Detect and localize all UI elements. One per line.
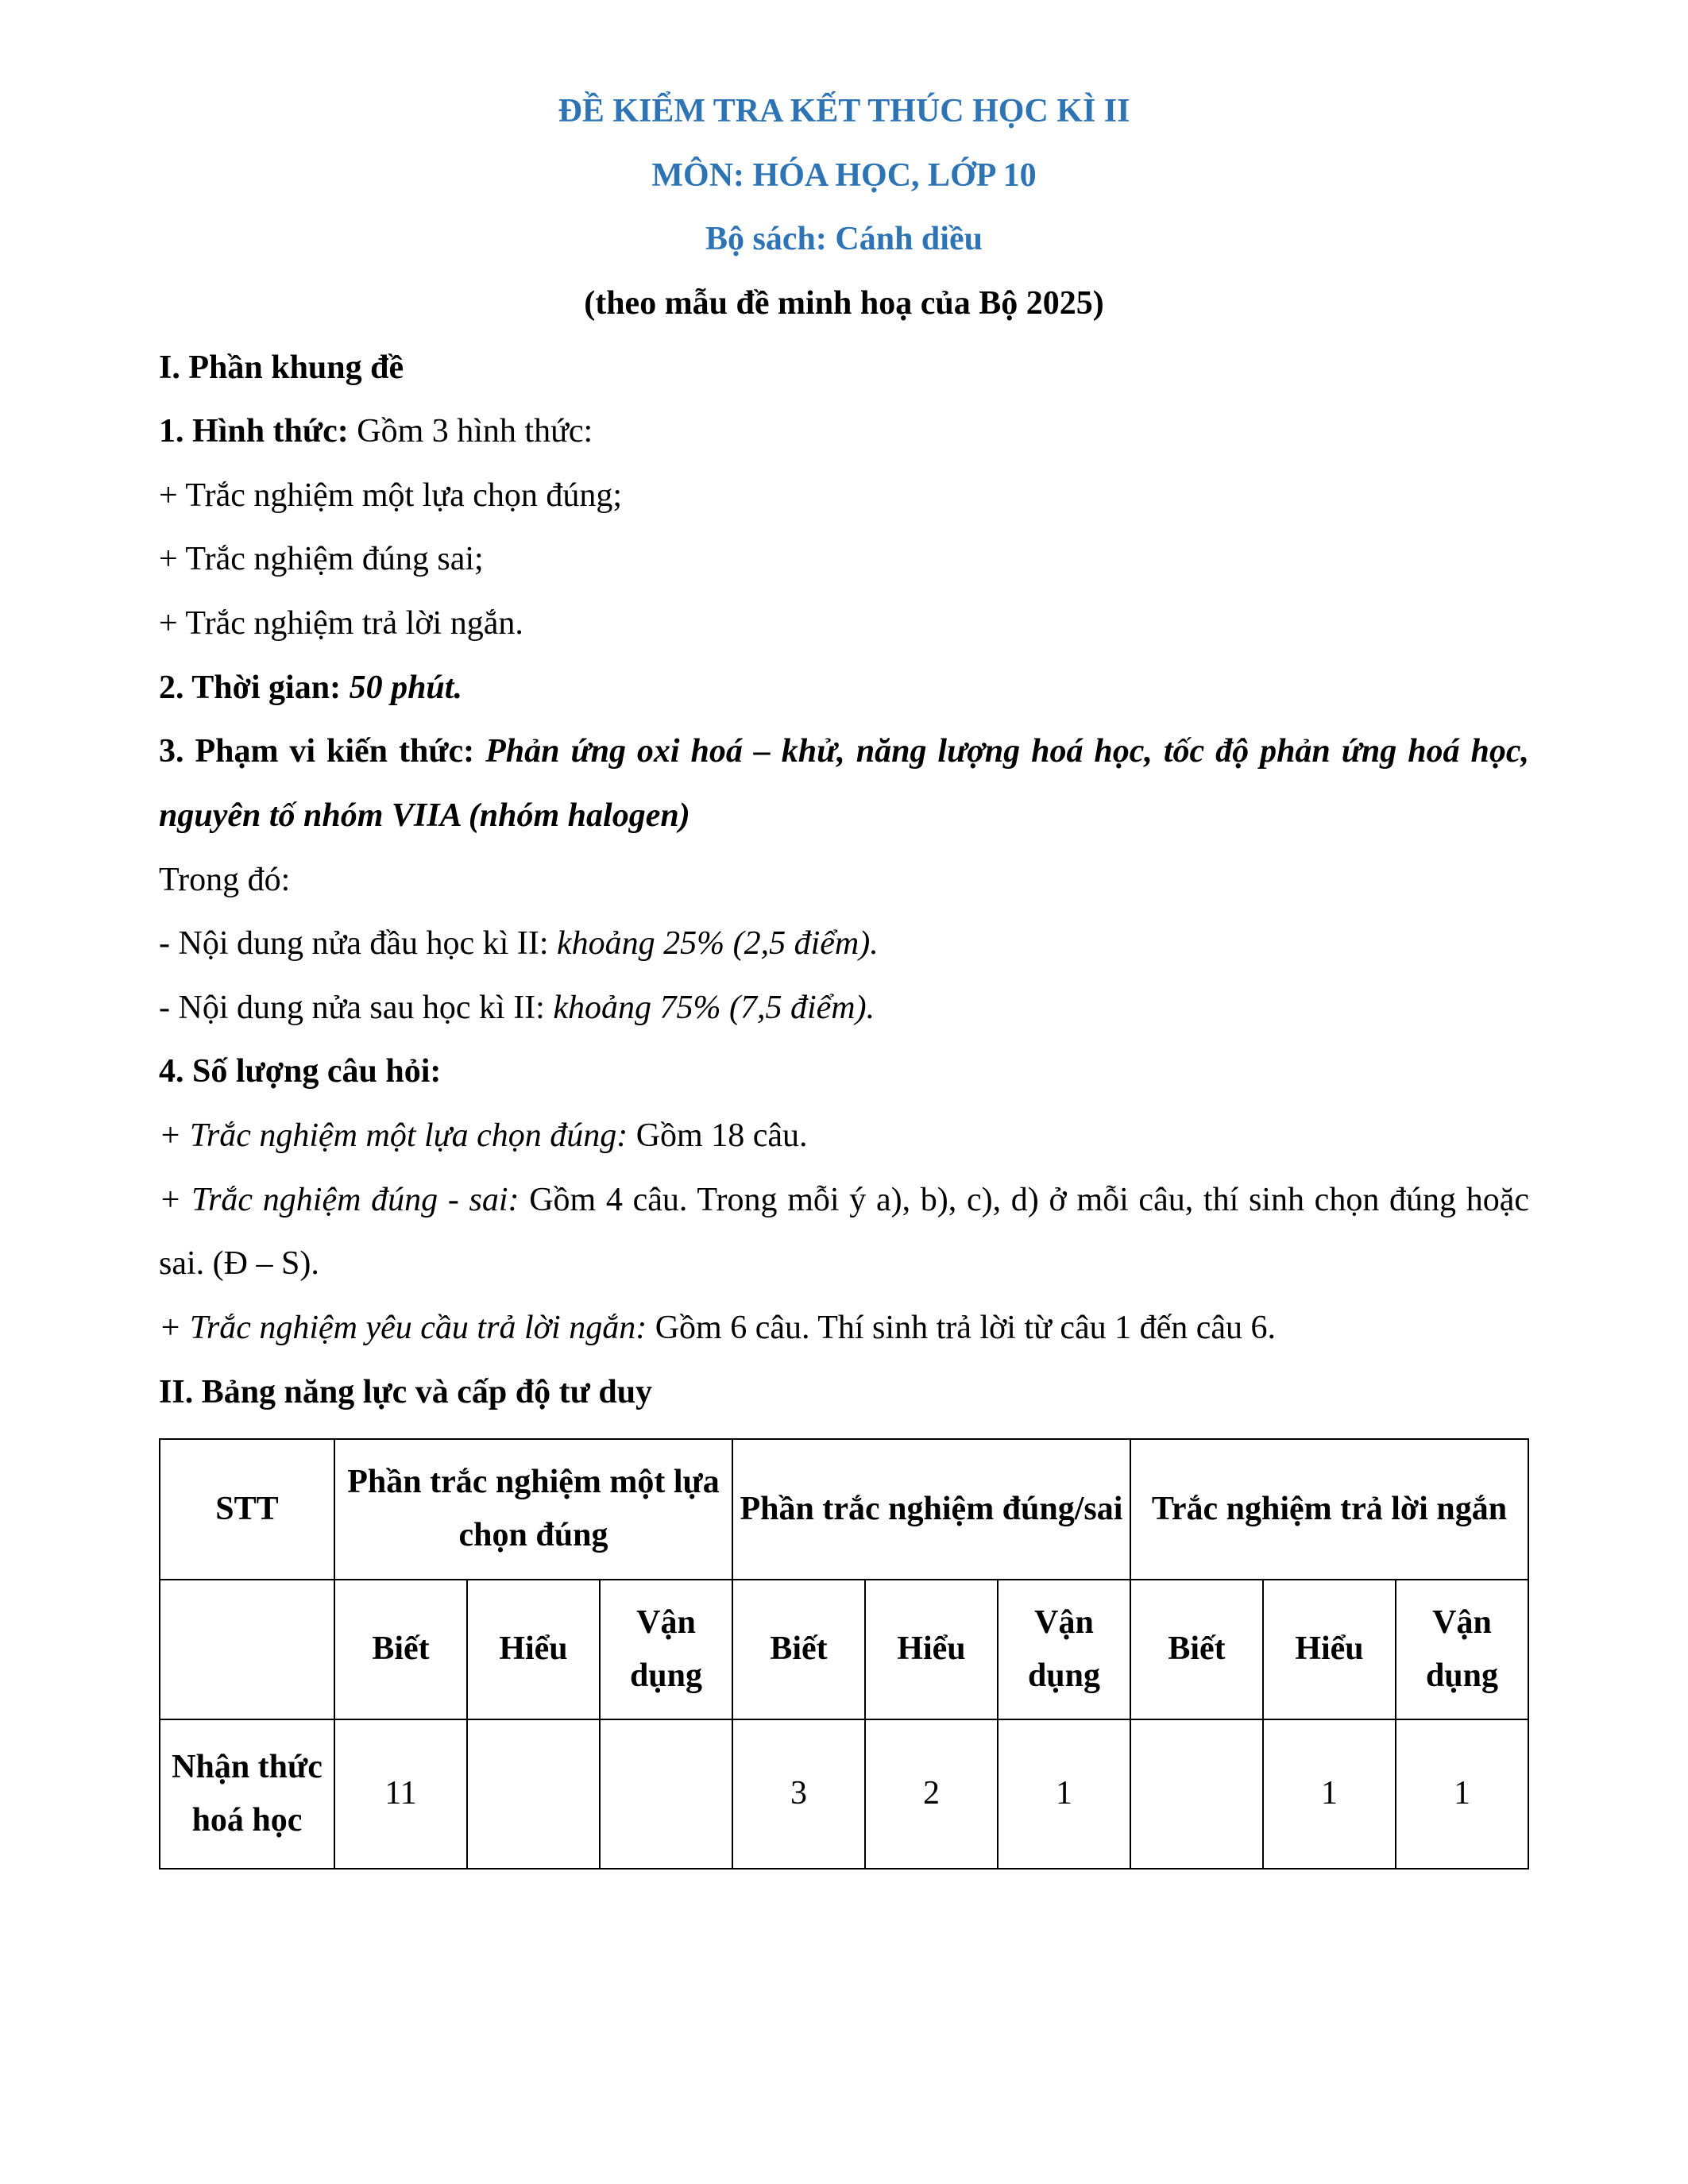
paragraph-so-luong	[159, 1040, 1529, 1104]
table-sub-header: Hiểu	[1263, 1580, 1396, 1719]
bullet-trac-nghiem-1: + Trắc nghiệm một lựa chọn đúng;	[159, 477, 623, 514]
bullet-trac-nghiem-3: + Trắc nghiệm trả lời ngắn.	[159, 605, 523, 642]
run-bold-italic: 50 phút.	[349, 669, 462, 706]
run-text: Gồm 4 câu. Trong mỗi ý a), b), c), d) ở mỗi câu, thí sinh chọn đúng hoặc sai. (Đ – S).	[159, 1181, 1530, 1283]
paragraph-tn-lua-chon	[159, 1104, 1529, 1168]
paragraph-tn-dung-sai	[159, 1168, 1529, 1296]
table-sub-header: Vận dụng	[998, 1580, 1130, 1719]
table-cell: 1	[998, 1719, 1130, 1869]
run-text: Gồm 3 hình thức:	[357, 413, 593, 450]
doc-title-line-1: ĐỀ KIỂM TRA KẾT THÚC HỌC KÌ II	[558, 93, 1130, 129]
run-bold-italic: Phản ứng oxi hoá – khử, năng lượng hoá học, tốc độ phản ứng hoá học, nguyên tố nhóm VIIA (nhóm halogen)	[159, 733, 1530, 834]
run-italic: + Trắc nghiệm một lựa chọn đúng:	[159, 1117, 636, 1154]
table-cell: 2	[865, 1719, 998, 1869]
bullet-trac-nghiem-2: + Trắc nghiệm đúng sai;	[159, 541, 484, 578]
table-group-header-mcq: Phần trắc nghiệm một lựa chọn đúng	[334, 1439, 732, 1579]
table-group-header-row	[160, 1439, 1528, 1579]
run-italic: khoảng 25% (2,5 điểm).	[557, 925, 879, 963]
table-cell: 3	[732, 1719, 865, 1869]
run-italic: + Trắc nghiệm yêu cầu trả lời ngắn:	[159, 1309, 655, 1346]
table-sub-header: Biết	[1130, 1580, 1263, 1719]
doc-title-line-3: Bộ sách: Cánh diều	[705, 221, 983, 258]
table-cell: 1	[1263, 1719, 1396, 1869]
table-sub-header: Vận dụng	[1396, 1580, 1528, 1719]
paragraph-tn-tra-loi-ngan	[159, 1296, 1529, 1360]
table-cell: 1	[1396, 1719, 1528, 1869]
paragraph-thoi-gian	[159, 656, 1529, 720]
table-cell	[600, 1719, 732, 1869]
paragraph-nua-dau	[159, 912, 1529, 976]
table-sub-header-row	[160, 1580, 1528, 1719]
run-italic: + Trắc nghiệm đúng - sai:	[159, 1181, 530, 1218]
run-text: Gồm 18 câu.	[635, 1117, 808, 1154]
run-text: - Nội dung nửa đầu học kì II:	[159, 925, 557, 963]
run-bold: 1. Hình thức:	[159, 413, 357, 450]
table-sub-header: Hiểu	[467, 1580, 600, 1719]
section-2-heading: II. Bảng năng lực và cấp độ tư duy	[159, 1373, 653, 1410]
table-group-header-true-false: Phần trắc nghiệm đúng/sai	[732, 1439, 1130, 1579]
table-group-header-short-answer: Trắc nghiệm trả lời ngắn	[1130, 1439, 1528, 1579]
paragraph-nua-sau	[159, 976, 1529, 1040]
run-bold: 4. Số lượng câu hỏi	[159, 1053, 431, 1090]
table-sub-header: Biết	[334, 1580, 467, 1719]
table-row	[160, 1719, 1528, 1869]
competency-matrix-table	[159, 1438, 1529, 1870]
doc-title-line-4: (theo mẫu đề minh hoạ của Bộ 2025)	[584, 284, 1104, 322]
run-text: :	[430, 1053, 442, 1090]
paragraph-hinh-thuc	[159, 399, 1529, 464]
table-cell	[467, 1719, 600, 1869]
paragraph-pham-vi	[159, 720, 1529, 847]
run-text: Gồm 6 câu. Thí sinh trả lời từ câu 1 đến câu 6.	[655, 1309, 1277, 1346]
run-bold: 3. Phạm vi kiến thức:	[159, 733, 486, 770]
run-italic: khoảng 75% (7,5 điểm).	[553, 989, 875, 1026]
table-cell: 11	[334, 1719, 467, 1869]
doc-title-line-2: MÔN: HÓA HỌC, LỚP 10	[651, 156, 1037, 194]
table-cell	[1130, 1719, 1263, 1869]
run-text: - Nội dung nửa sau học kì II:	[159, 989, 554, 1026]
table-row-label: Nhận thức hoá học	[160, 1719, 334, 1869]
table-empty-cell	[160, 1580, 334, 1719]
table-sub-header: Hiểu	[865, 1580, 998, 1719]
table-corner-header: STT	[160, 1439, 334, 1579]
paragraph-trong-do: Trong đó:	[159, 861, 291, 898]
section-1-heading: I. Phần khung đề	[159, 349, 404, 386]
table-sub-header: Biết	[732, 1580, 865, 1719]
table-sub-header: Vận dụng	[600, 1580, 732, 1719]
run-bold: 2. Thời gian:	[159, 669, 350, 706]
